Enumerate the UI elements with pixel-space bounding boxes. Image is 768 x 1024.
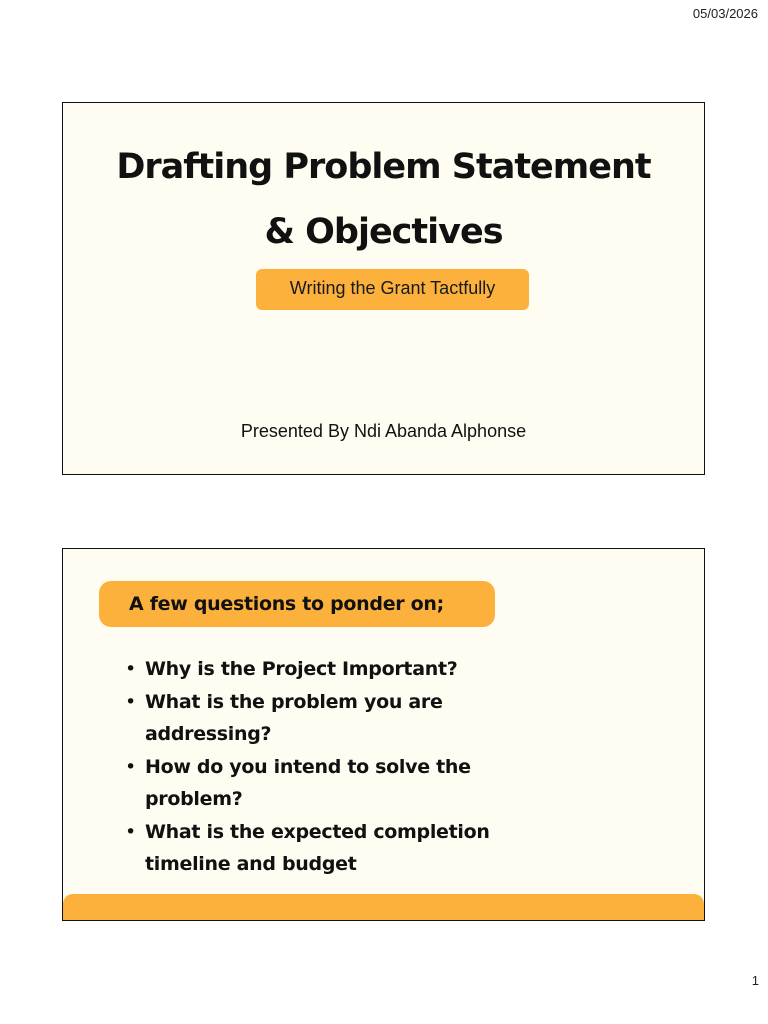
questions-slide [62,548,705,921]
question-text: Why is the Project Important? [145,658,458,680]
question-item [125,816,545,881]
print-date: 05/03/2026 [692,6,758,21]
accent-footer-bar [63,894,704,920]
slide-title-line-1: Drafting Problem Statement [116,147,651,187]
page-number: 1 [751,973,759,988]
question-list [125,653,545,881]
bullet-icon: • [125,690,136,713]
bullet-icon: • [125,658,136,680]
question-item [125,653,545,686]
slide-title-line-2: & Objectives [264,212,503,252]
bullet-icon: • [125,820,136,843]
bullet-icon: • [125,755,136,778]
question-item [125,686,545,751]
presenter-credit: Presented By Ndi Abanda Alphonse [240,421,527,441]
question-text: What is the expected completion timeline and budget [145,820,490,875]
question-text: How do you intend to solve the problem? [145,755,471,810]
questions-heading: A few questions to ponder on; [99,581,495,627]
question-item [125,751,545,816]
question-text: What is the problem you are addressing? [145,690,443,745]
title-slide [62,102,705,475]
subtitle-badge: Writing the Grant Tactfully [256,269,529,310]
